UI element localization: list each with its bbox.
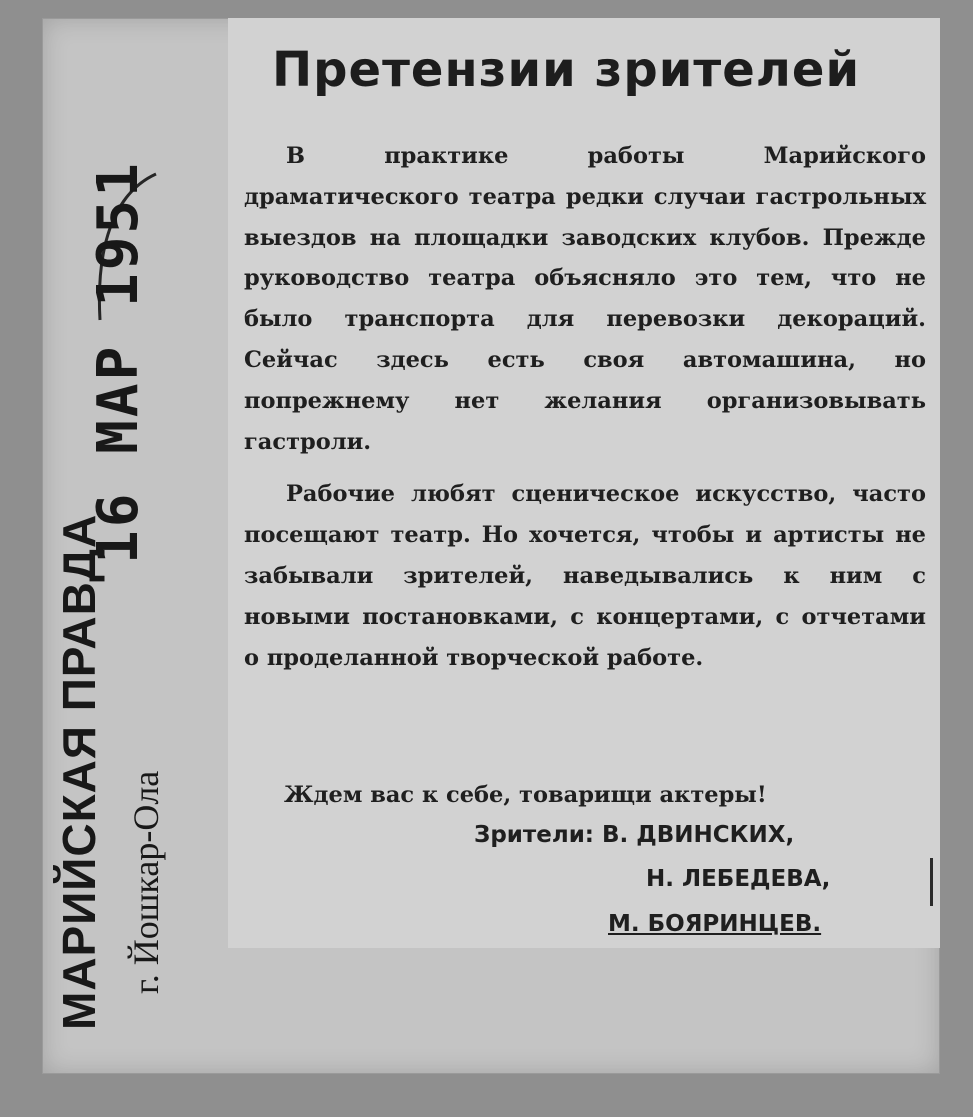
edge-mark <box>930 858 933 906</box>
article-title: Претензии зрителей <box>272 42 861 98</box>
closing-line: Ждем вас к себе, товарищи актеры! <box>284 782 767 808</box>
signature-1: Зрители: В. ДВИНСКИХ, <box>474 822 795 848</box>
paragraph-1: В практике работы Марийского драматического театра редки случаи гастрольных выездов на площадки заводских клубов. Прежде руководство театра объясняло это тем, что не было транспорта для перевозки декораций. Сейчас здесь есть своя автомашина, но попрежнему нет желания организовывать гастроли. <box>244 143 926 455</box>
stamp-newspaper: МАРИЙСКАЯ ПРАВДА <box>53 513 105 1030</box>
stamp-date: 16 МАР 1951 <box>86 160 151 564</box>
signature-2: Н. ЛЕБЕДЕВА, <box>646 866 831 892</box>
signature-3: М. БОЯРИНЦЕВ. <box>608 911 822 937</box>
article-body <box>244 136 926 678</box>
stamp-city: г. Йошкар-Ола <box>126 770 166 994</box>
paragraph-2: Рабочие любят сценическое искусство, часто посещают театр. Но хочется, чтобы и артисты не забывали зрителей, наведывались к ним с новыми постановками, с концертами, с отчетами о проделанной творческой работе. <box>244 481 926 671</box>
